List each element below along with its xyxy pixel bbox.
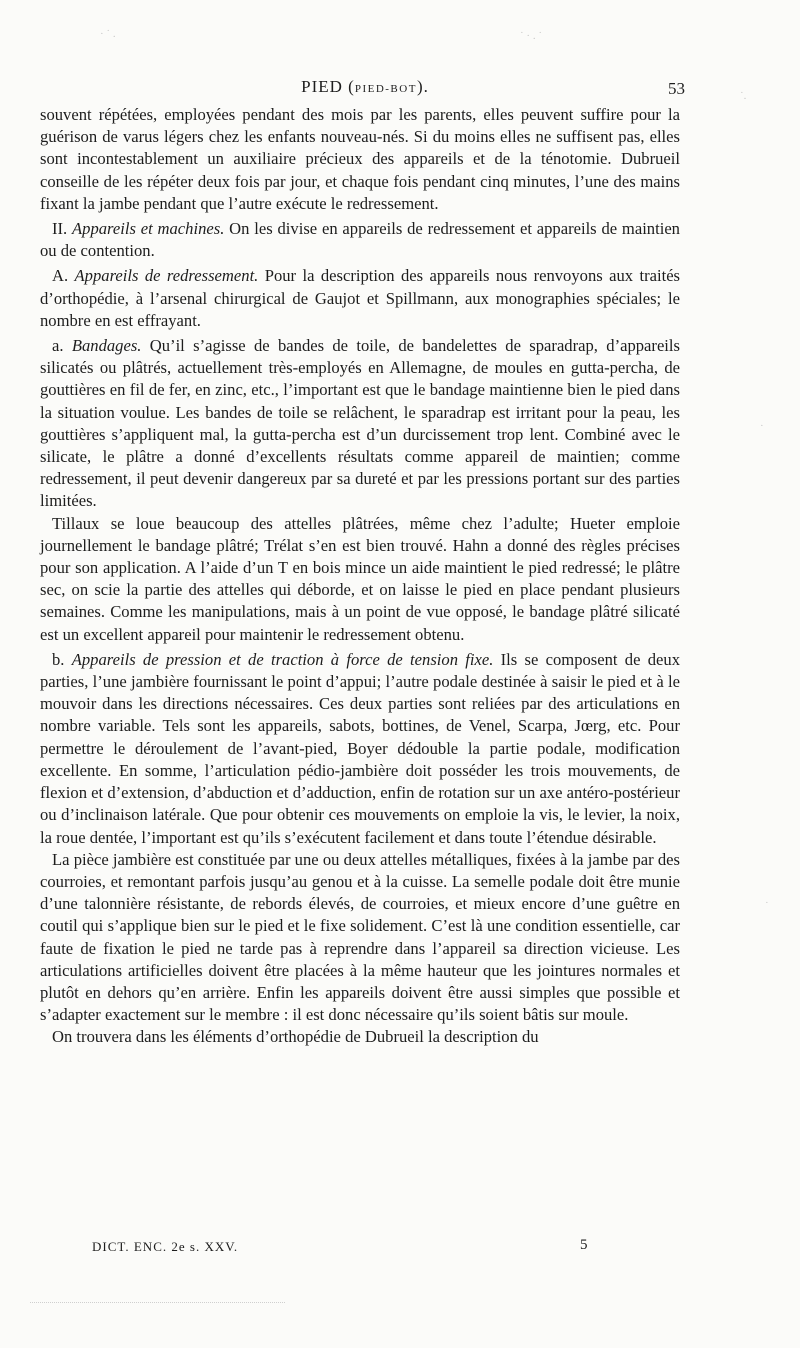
section-paragraph [40,649,680,849]
paragraph-text: Tillaux se loue beaucoup des attelles plâtrées, même chez l’adulte; Hueter emploie journellement le bandage plâtré; Trélat s’en est bien trouvé. Hahn a donné des règles précises pour son application. A l’aide d’un T en bois mince un aide maintient le pied redressé; le plâtre sec, on scie la partie des attelles qui déborde, et on laisse le pied en place pendant plusieurs semaines. Comme les manipulations, mais à un point de vue opposé, le bandage plâtré silicaté est un excellent appareil pour maintenir le redressement obtenu. [40,513,680,644]
paragraph [40,513,680,646]
paper-speck: · ˙ . [100,28,116,40]
paper-speck: · [760,420,764,432]
paragraph-text: souvent répétées, employées pendant des mois par les parents, elles peuvent suffire pour la guérison de varus légers chez les enfants nouveau-nés. Si du moins elles ne suffisent pas, elles sont incontestablement un auxiliaire précieux des appareils et de la ténotomie. Dubrueil conseille de les répéter deux fois par jour, et chaque fois pendant cinq minutes, l’une des mains fixant la jambe pendant que l’autre exécute le redressement. [40,105,680,213]
section-number: II. [52,219,73,239]
section-heading: Appareils de pression et de traction à force de tension fixe. [71,649,494,669]
paper-speck: ˙. [740,90,747,102]
paragraph-text: On trouvera dans les éléments d’orthopédie de Dubrueil la description du [52,1027,539,1047]
section-heading: Appareils de redressement. [74,266,259,286]
paragraph [40,849,680,1027]
paragraph-text: Qu’il s’agisse de bandes de toile, de bandelettes de sparadrap, d’appareils silicatés ou plâtrés, actuellement très-employés en Allemagne, de moules en gutta-percha, de gouttières en fil de fer, en zinc, etc., l’important est que le bandage maintienne bien le pied dans la situation voulue. Les bandes de toile se relâchent, le sparadrap est irritant pour la peau, les gouttières s’appliquent mal, la gutta-percha est d’un durcissement trop lent. Combiné avec le silicate, le plâtre a donné d’excellents résultats comme appareil de maintien; comme redressement, il peut devenir dangereux par sa dureté et par les pressions portant sur des parties limitées. [40,336,680,511]
running-title-main: PIED ( [301,77,355,96]
paragraph-text: Pour la description des appareils nous renvoyons aux traités d’orthopédie, à l’arsenal chirurgical de Gaujot et Spillmann, aux monographies spéciales; le nombre en est effrayant. [40,266,681,330]
paragraph [40,1026,680,1048]
paragraph-text: La pièce jambière est constituée par une ou deux attelles métalliques, fixées à la jambe par des courroies, et remontant parfois jusqu’au genou et à la cuisse. La semelle podale doit être munie d’une talonnière résistante, de rebords élevés, de courroies, et mieux encore d’une guêtre en coutil qui s’applique bien sur le pied et le fixe solidement. C’est là une condition essentielle, car faute de fixation le pied ne tarde pas à reprendre dans l’appareil sa direction vicieuse. Les articulations artificielles doivent être placées à la même hauteur que les jointures normales et plutôt en dehors qu’en arrière. Enfin les appareils doivent être aussi simples que possible et s’adapter exactement sur le membre : il est donc nécessaire qu’ils soient bâtis sur moule. [40,849,680,1025]
section-number: A. [52,266,75,286]
section-paragraph [40,265,680,332]
bottom-dotted-rule [30,1302,285,1303]
section-heading: Bandages. [71,336,142,356]
page-number: 53 [668,79,685,98]
section-number: b. [52,649,72,669]
section-paragraph [40,335,680,513]
page-footer [45,1235,685,1265]
running-title-small-caps: PIED-BOT [354,83,417,95]
paper-speck: ˙ [765,900,769,912]
running-title [45,77,685,97]
printer-signature: DICT. ENC. 2e s. XXV. [92,1239,239,1254]
running-title-end: ). [416,77,429,96]
paragraph-text: Ils se composent de deux parties, l’une jambière fournissant le point d’appui; l’autre podale destinée à saisir le pied et à le mouvoir dans les directions nécessaires. Ces deux parties sont reliées par des articulations en nombre variable. Tels sont les appareils, sabots, bottines, de Venel, Scarpa, Jœrg, etc. Pour permettre le déroulement de l’avant-pied, Boyer dédouble la partie podale, modification excellente. En somme, l’articulation pédio-jambière doit posséder les trois mouvements, de flexion et d’extension, d’abduction et d’adduction, enfin de rotation sur un axe antéro-postérieur ou d’inclinaison latérale. Que pour obtenir ces mouvements on emploie la vis, le levier, la noix, la roue dentée, l’important est qu’ils s’exécutent facilement et dans toute l’étendue désirable. [40,649,680,847]
section-paragraph [40,218,680,262]
section-number: a. [52,336,72,356]
paper-speck: ˙ · . ˙ [520,30,542,42]
paragraph-text: On les divise en appareils de redressement et appareils de maintien ou de contention. [40,219,680,261]
paragraph [40,104,680,215]
page-header [45,75,685,105]
body-text [40,104,680,1049]
signature-number: 5 [580,1237,588,1253]
section-heading: Appareils et machines. [72,219,225,239]
